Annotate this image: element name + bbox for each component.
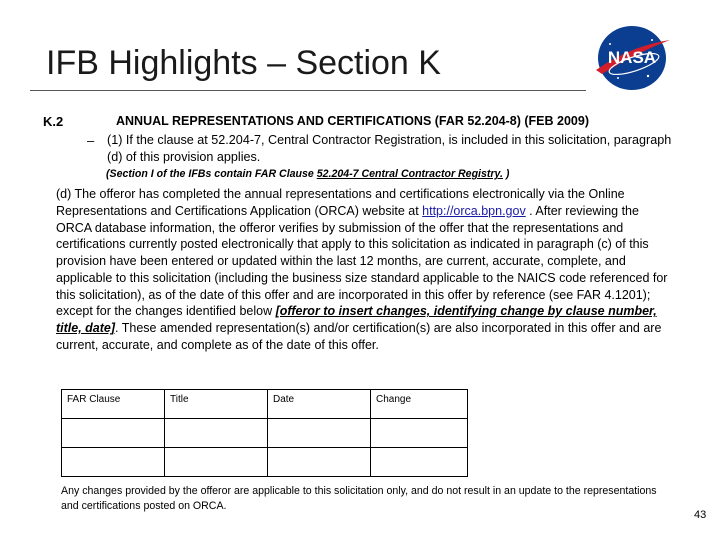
paragraph-d (56, 186, 672, 354)
paragraph-d-part2: . After reviewing the ORCA database information, the offeror verifies by submission of the offer that the representations and certifications currently posted electronically that apply to this solicitation as indicated in paragraph (c) of this provision have been entered or updated within the last 12 months, are current, accurate, complete, and applicable to this solicitation (including the business size standard applicable to the NAICS code referenced for this solicitation), as of the date of this offer and are incorporated in this offer by reference (see FAR 4.1201); except for the changes identified below (56, 203, 668, 319)
title-divider (30, 90, 586, 91)
section-heading: ANNUAL REPRESENTATIONS AND CERTIFICATIONS (FAR 52.204-8) (FEB 2009) (116, 114, 589, 128)
column-header-title: Title (165, 390, 268, 419)
table-cell (165, 419, 268, 448)
table-cell (165, 448, 268, 477)
table-cell (62, 419, 165, 448)
note-clause-link: 52.204-7 Central Contractor Registry. (316, 168, 503, 180)
bullet-dash: – (87, 133, 95, 148)
table-header-row (62, 390, 468, 419)
column-header-date: Date (268, 390, 371, 419)
table-cell (62, 448, 165, 477)
section-label: K.2 (43, 114, 64, 129)
footer-note: Any changes provided by the offeror are applicable to this solicitation only, and do not result in an update to the representations and certifications posted on ORCA. (61, 485, 657, 512)
table-cell (371, 419, 468, 448)
paragraph-d-part3: . These amended representation(s) and/or certification(s) are also incorporated in this offer and are current, accurate, and complete as of the date of this offer. (56, 321, 662, 352)
section-note (106, 168, 509, 180)
note-suffix: ) (502, 168, 510, 180)
slide-title: IFB Highlights – Section K (46, 44, 441, 82)
column-header-far-clause: FAR Clause (62, 390, 165, 419)
clause-text: (1) If the clause at 52.204-7, Central Contractor Registration, is included in this solicitation, paragraph (d) of this provision applies. (107, 133, 672, 164)
table-row (62, 448, 468, 477)
table-cell (268, 448, 371, 477)
offeror-instruction: [offeror to insert changes, identifying change by clause number, title, date] (56, 304, 657, 335)
table-cell (268, 419, 371, 448)
changes-table (61, 389, 468, 477)
nasa-logo (590, 22, 674, 94)
column-header-change: Change (371, 390, 468, 419)
note-prefix: (Section I of the IFBs contain FAR Clause (106, 168, 317, 180)
orca-link[interactable]: http://orca.bpn.gov (422, 203, 526, 218)
table-cell (371, 448, 468, 477)
page-number: 43 (694, 509, 707, 521)
paragraph-d-part1: (d) The offeror has completed the annual representations and certifications electronically via the Online Representations and Certifications Application (ORCA) website at (56, 187, 625, 218)
table-row (62, 419, 468, 448)
nasa-logo-text: NASA (607, 48, 657, 67)
